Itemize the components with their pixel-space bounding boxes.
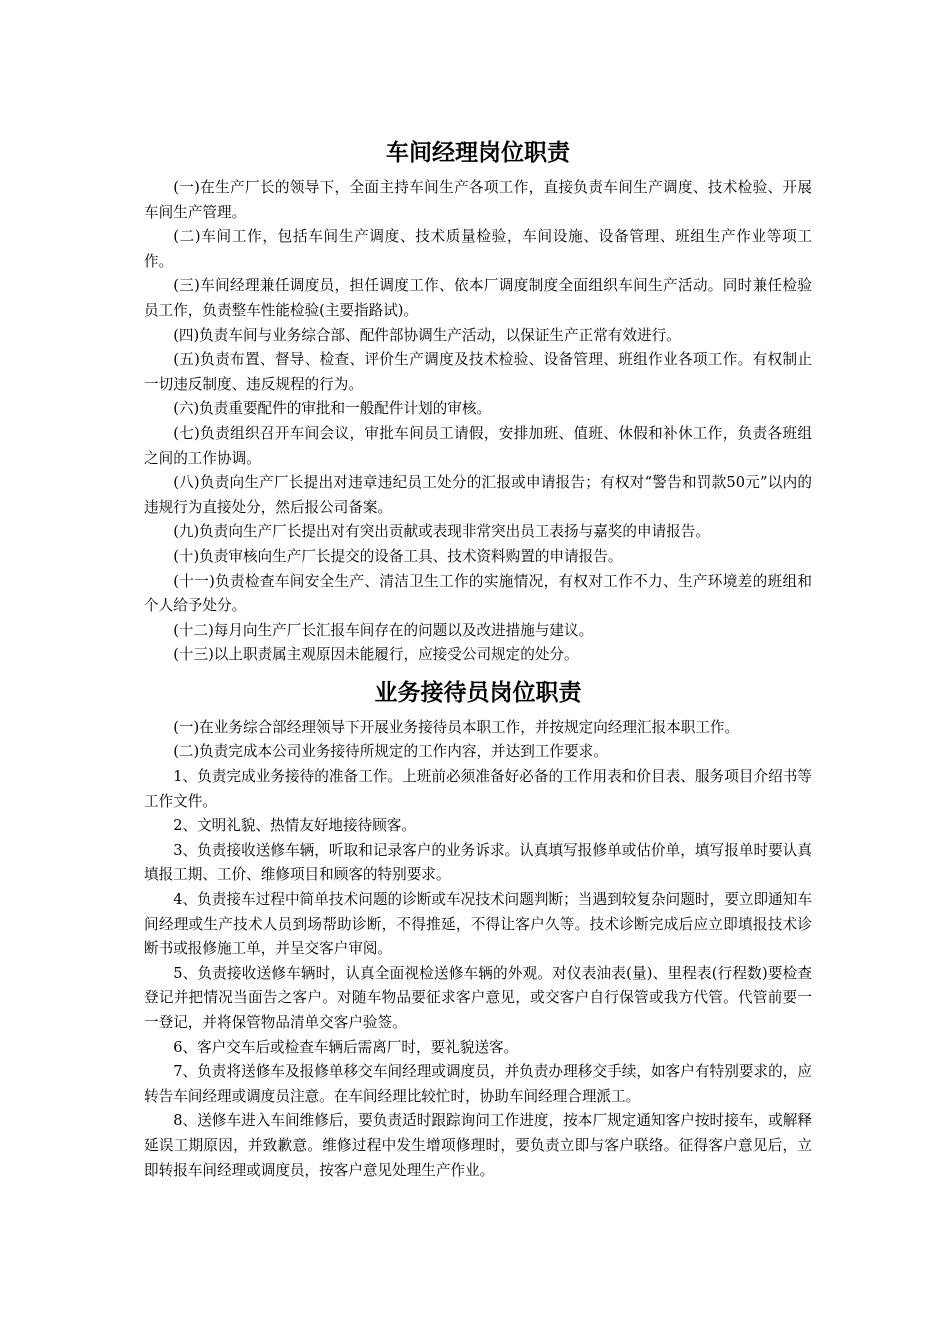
paragraph: (七)负责组织召开车间会议，审批车间员工请假，安排加班、值班、休假和补休工作，负责各班组之间的工作协调。 (144, 424, 812, 467)
section-title: 业务接待员岗位职责 (374, 679, 582, 706)
paragraph: (十)负责审核向生产厂长提交的设备工具、技术资料购置的申请报告。 (173, 547, 623, 565)
section-workshop-manager (144, 136, 812, 668)
paragraph: (四)负责车间与业务综合部、配件部协调生产活动，以保证生产正常有效进行。 (173, 326, 681, 344)
paragraph: 2、文明礼貌、热情友好地接待顾客。 (173, 817, 416, 835)
paragraph: 5、负责接收送修车辆时，认真全面视检送修车辆的外观。对仪表油表(量)、里程表(行程数)要检查登记并把情况当面告之客户。对随车物品要征求客户意见，或交客户自行保管或我方代管。代管前要一一登记，并将保管物品清单交客户验签。 (144, 964, 812, 1031)
paragraph: (十一)负责检查车间安全生产、清洁卫生工作的实施情况，有权对工作不力、生产环境差的班组和个人给予处分。 (144, 572, 812, 615)
section-service-receptionist (144, 676, 812, 1183)
paragraph: (二)车间工作，包括车间生产调度、技术质量检验，车间设施、设备管理、班组生产作业等项工作。 (144, 228, 812, 270)
paragraph: 1、负责完成业务接待的准备工作。上班前必须准备好必备的工作用表和价目表、服务项目介绍书等工作文件。 (144, 768, 812, 810)
paragraph: 6、客户交车后或检查车辆后需离厂时，要礼貌送客。 (173, 1038, 519, 1056)
paragraph: 4、负责接车过程中简单技术问题的诊断或车况技术问题判断；当遇到较复杂问题时，要立即通知车间经理或生产技术人员到场帮助诊断，不得推延，不得让客户久等。技术诊断完成后应立即填报技术诊断书或报修施工单，并呈交客户审阅。 (144, 891, 812, 958)
paragraph: (三)车间经理兼任调度员，担任调度工作、依本厂调度制度全面组织车间生产活动。同时兼任检验员工作，负责整车性能检验(主要指路试)。 (144, 277, 812, 319)
document-page (144, 128, 812, 1183)
paragraph: 3、负责接收送修车辆，听取和记录客户的业务诉求。认真填写报修单或估价单，填写报单时要认真填报工期、工价、维修项目和顾客的特别要求。 (144, 841, 812, 884)
paragraph: (一)在生产厂长的领导下，全面主持车间生产各项工作，直接负责车间生产调度、技术检验、开展车间生产管理。 (144, 179, 812, 221)
paragraph: (九)负责向生产厂长提出对有突出贡献或表现非常突出员工表扬与嘉奖的申请报告。 (173, 523, 710, 541)
paragraph: (十三)以上职责属主观原因未能履行，应接受公司规定的处分。 (173, 646, 579, 664)
paragraph: 7、负责将送修车及报修单移交车间经理或调度员，并负责办理移交手续，如客户有特别要求的，应转告车间经理或调度员注意。在车间经理比较忙时，协助车间经理合理派工。 (144, 1063, 812, 1105)
paragraph: (一)在业务综合部经理领导下开展业务接待员本职工作，并按规定向经理汇报本职工作。 (173, 718, 740, 736)
paragraph: (六)负责重要配件的审批和一般配件计划的审核。 (173, 400, 492, 418)
section-title: 车间经理岗位职责 (386, 140, 570, 166)
paragraph: (八)负责向生产厂长提出对违章违纪员工处分的汇报或申请报告；有权对“警告和罚款50元”以内的违规行为直接处分，然后报公司备案。 (144, 474, 812, 516)
paragraph: (十二)每月向生产厂长汇报车间存在的问题以及改进措施与建议。 (173, 621, 594, 639)
paragraph: 8、送修车进入车间维修后，要负责适时跟踪询问工作进度，按本厂规定通知客户按时接车，或解释延误工期原因，并致歉意。维修过程中发生增项修理时，要负责立即与客户联络。征得客户意见后，立即转报车间经理或调度员，按客户意见处理生产作业。 (144, 1112, 812, 1179)
paragraph: (五)负责布置、督导、检查、评价生产调度及技术检验、设备管理、班组作业各项工作。有权制止一切违反制度、违反规程的行为。 (144, 351, 812, 393)
paragraph: (二)负责完成本公司业务接待所规定的工作内容，并达到工作要求。 (173, 743, 608, 761)
